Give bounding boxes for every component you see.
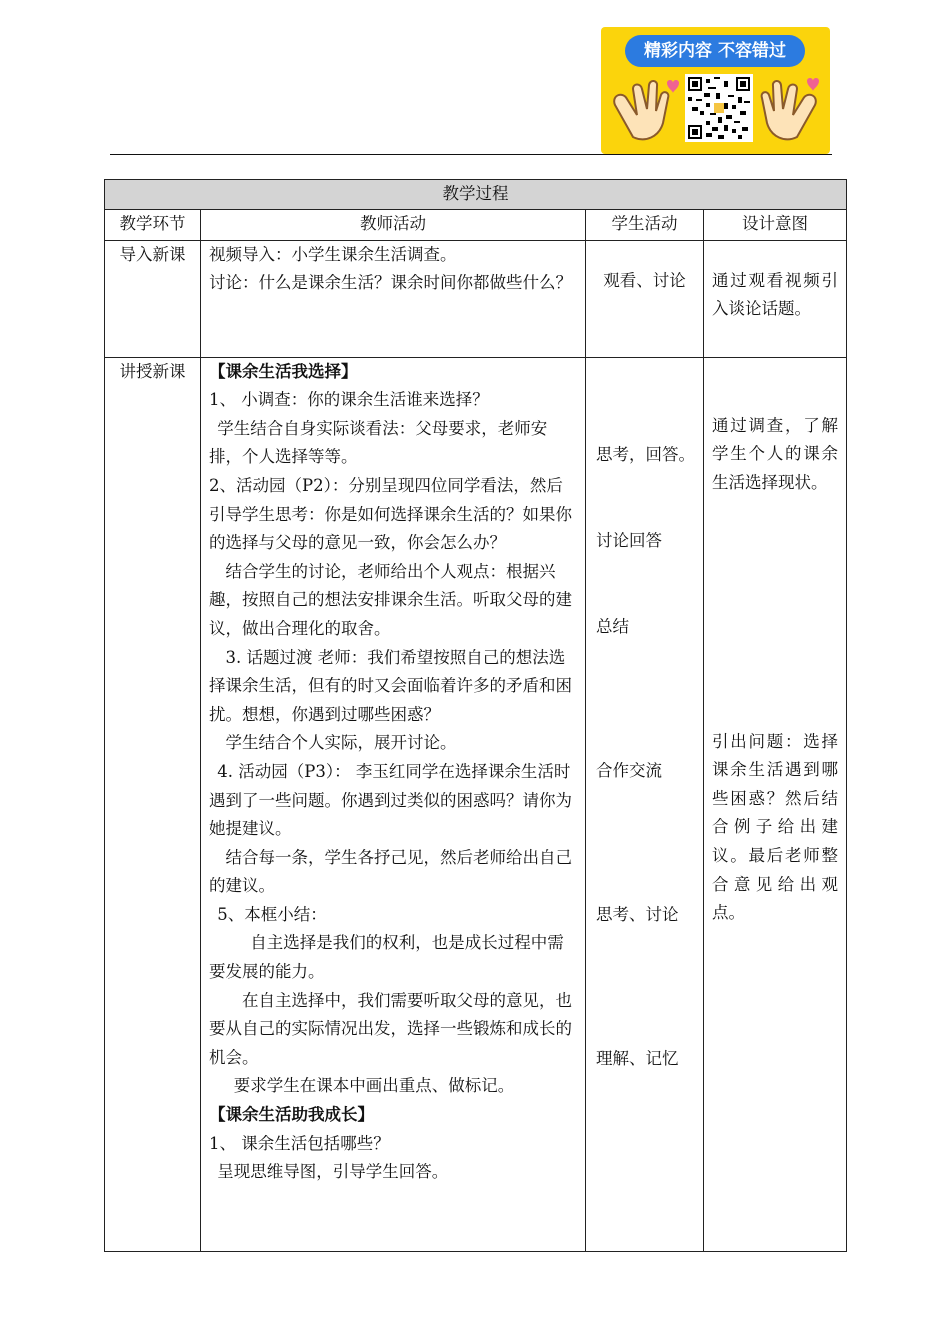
qr-code xyxy=(685,74,753,142)
clapping-hands-icon xyxy=(609,75,679,145)
clapping-hands-icon xyxy=(751,75,821,145)
lesson-plan-table xyxy=(104,179,847,1252)
table-title-row xyxy=(105,180,847,210)
banner-title: 精彩内容 不容错过 xyxy=(625,35,805,67)
teacher-line: 要求学生在课本中画出重点、做标记。 xyxy=(233,1076,515,1096)
section-heading: 【课余生活我选择】 xyxy=(209,361,358,381)
header-teacher: 教师活动 xyxy=(201,209,586,240)
header-design: 设计意图 xyxy=(704,209,847,240)
teacher-line: 讨论：什么是课余生活？课余时间你都做些什么？ xyxy=(209,273,572,293)
student-activity: 思考，回答。 xyxy=(596,444,695,464)
table-row xyxy=(105,240,847,357)
section-heading: 【课余生活助我成长】 xyxy=(209,1105,374,1125)
promo-banner xyxy=(601,27,830,154)
student-activity: 总结 xyxy=(596,616,629,636)
student-activity: 观看、讨论 xyxy=(603,270,686,290)
teacher-cell xyxy=(201,357,586,1251)
table-header-row xyxy=(105,209,847,240)
teacher-line: 自主选择是我们的权利，也是成长过程中需要发展的能力。 xyxy=(209,933,564,982)
design-intent: 引出问题：选择课余生活遇到哪些困惑？然后结合例子给出建议。最后老师整合意见给出观点。 xyxy=(712,731,838,923)
teacher-line: 视频导入：小学生课余生活调查。 xyxy=(209,244,457,264)
student-activity: 思考、讨论 xyxy=(596,904,679,924)
teacher-line: 在自主选择中，我们需要听取父母的意见，也要从自己的实际情况出发，选择一些锻炼和成长的机会。 xyxy=(209,990,572,1067)
table-title: 教学过程 xyxy=(105,180,847,210)
teacher-line: 3. 话题过渡 老师：我们希望按照自己的想法选择课余生活，但有的时又会面临着许多的矛盾和困扰。想想，你遇到过哪些困惑？ xyxy=(209,647,572,724)
student-activity: 合作交流 xyxy=(596,760,662,780)
stage-cell: 讲授新课 xyxy=(105,357,201,1251)
stage-cell: 导入新课 xyxy=(105,240,201,357)
design-intent: 通过观看视频引入谈论话题。 xyxy=(712,270,838,319)
design-cell xyxy=(704,240,847,357)
teacher-line: 1、 小调查：你的课余生活谁来选择？ xyxy=(209,390,489,410)
table-row xyxy=(105,357,847,1251)
teacher-line: 结合每一条，学生各抒己见，然后老师给出自己的建议。 xyxy=(209,847,572,896)
student-activity: 理解、记忆 xyxy=(596,1048,679,1068)
header-rule xyxy=(110,154,832,155)
teacher-line: 学生结合自身实际谈看法：父母要求，老师安排，个人选择等等。 xyxy=(209,418,548,467)
teacher-line: 5、本框小结： xyxy=(217,904,327,924)
teacher-line: 2、活动园（P2）：分别呈现四位同学看法，然后引导学生思考：你是如何选择课余生活的？如果你的选择与父母的意见一致，你会怎么办？ xyxy=(209,475,572,553)
teacher-line: 1、 课余生活包括哪些？ xyxy=(209,1133,390,1153)
design-intent: 通过调查，了解学生个人的课余生活选择现状。 xyxy=(712,415,838,492)
teacher-cell xyxy=(201,240,586,357)
design-cell xyxy=(704,357,847,1251)
header-stage: 教学环节 xyxy=(105,209,201,240)
teacher-line: 呈现思维导图，引导学生回答。 xyxy=(217,1162,449,1182)
student-cell xyxy=(586,357,704,1251)
teacher-line: 结合学生的讨论，老师给出个人观点：根据兴趣，按照自己的想法安排课余生活。听取父母的建议，做出合理化的取舍。 xyxy=(209,561,572,638)
header-student: 学生活动 xyxy=(586,209,704,240)
teacher-line: 4. 活动园（P3）： 李玉红同学在选择课余生活时遇到了一些问题。你遇到过类似的困惑吗？请你为她提建议。 xyxy=(209,761,572,839)
student-cell xyxy=(586,240,704,357)
teacher-line: 学生结合个人实际，展开讨论。 xyxy=(225,733,457,753)
student-activity: 讨论回答 xyxy=(596,530,662,550)
